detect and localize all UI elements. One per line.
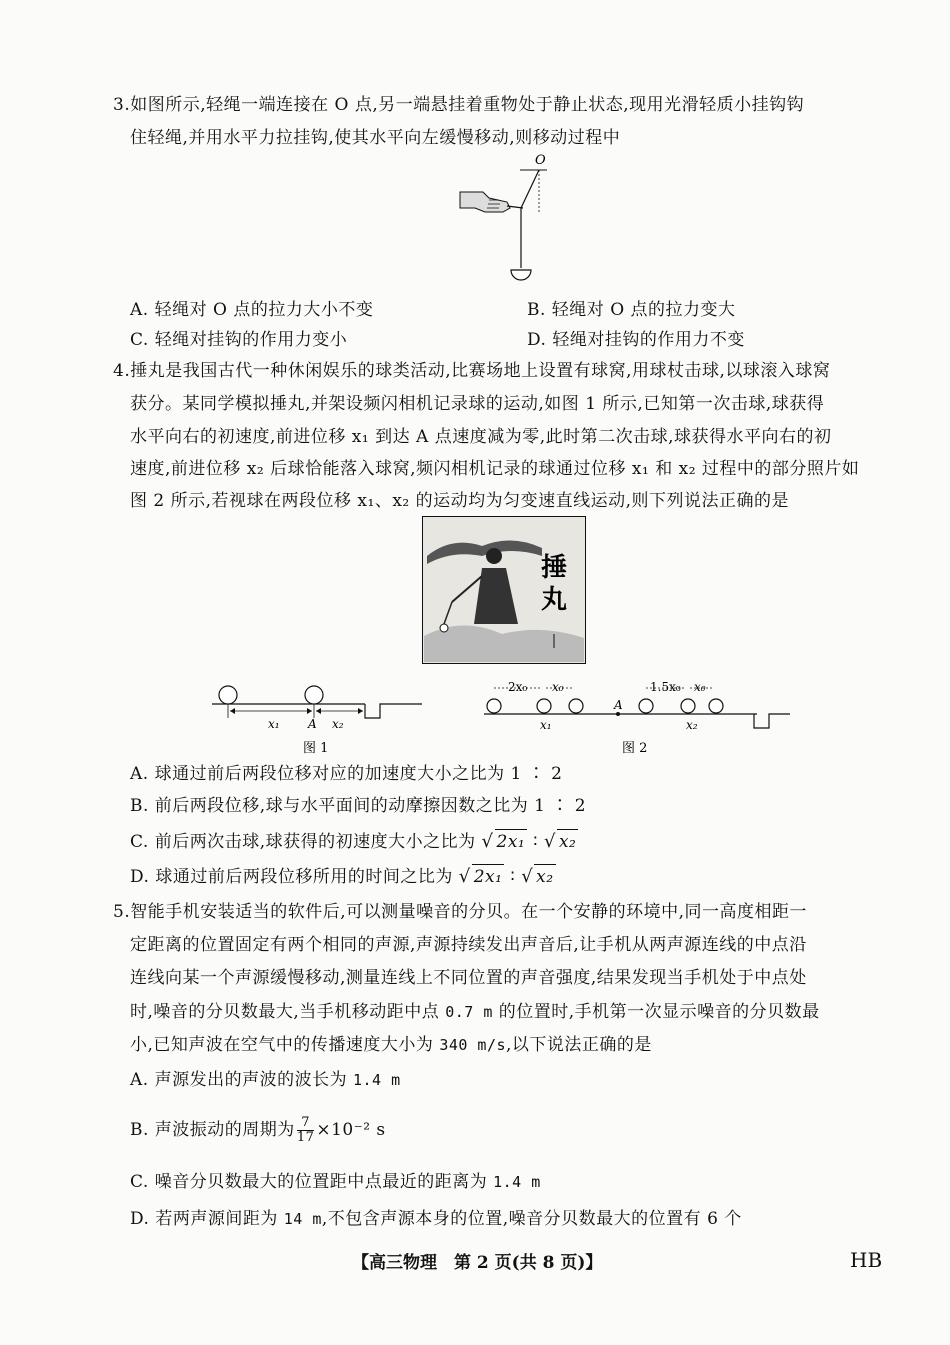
q5-option-a-value: 1.4 m xyxy=(353,1071,401,1089)
fig2-x1: x₁ xyxy=(540,718,552,732)
q5-line4c: 的位置时,手机第一次显示噪音的分贝数最 xyxy=(492,1002,820,1022)
ball-f2-3 xyxy=(569,699,583,713)
weight-icon xyxy=(511,270,531,280)
q5-distance: 0.7 m xyxy=(445,1003,493,1021)
q5-option-d-suffix: ,不包含声源本身的位置,噪音分贝数最大的位置有 6 个 xyxy=(321,1209,742,1229)
ball-f2-1 xyxy=(487,699,501,713)
figure-1 xyxy=(210,684,425,756)
q5-line2: 定距离的位置固定有两个相同的声源,声源持续发出声音后,让手机从两声源连线的中点沿 xyxy=(130,935,807,955)
point-a xyxy=(616,712,620,716)
fig2-x2: x₂ xyxy=(686,718,698,732)
footer-code: HB xyxy=(850,1248,883,1272)
q4-line2: 获分。某同学模拟捶丸,并架设频闪相机记录球的运动,如图 1 所示,已知第一次击球,球获得 xyxy=(130,394,825,414)
fig1-x2: x₂ xyxy=(332,717,344,731)
ball-icon xyxy=(440,624,448,632)
rope-upper xyxy=(521,170,539,208)
q5-option-a xyxy=(130,1068,401,1092)
fraction-numerator: 7 xyxy=(297,1116,315,1131)
q4-option-d-sep: ∶ xyxy=(504,867,522,887)
q4-option-c: C. 前后两次击球,球获得的初速度大小之比为 √ 2x₁ ∶ √ x₂ xyxy=(130,831,577,852)
fig1-a: A xyxy=(308,717,317,731)
q5-option-c-value: 1.4 m xyxy=(493,1173,541,1191)
fraction-denominator: 17 xyxy=(296,1130,315,1145)
q3-option-b: B. 轻绳对 O 点的拉力变大 xyxy=(527,300,736,320)
q3-line1: 3.如图所示,轻绳一端连接在 O 点,另一端悬挂着重物处于静止状态,现用光滑轻质小挂钩钩 xyxy=(113,95,805,115)
q4-option-d-prefix: D. 球通过前后两段位移所用的时间之比为 xyxy=(130,867,459,887)
figure-2 xyxy=(482,676,792,758)
q5-line4a: 时,噪音的分贝数最大,当手机移动距中点 xyxy=(130,1002,446,1022)
q5-line1: 5.智能手机安装适当的软件后,可以测量噪音的分贝。在一个安静的环境中,同一高度相距一 xyxy=(113,902,808,922)
q4-option-d-radicand-2: x₂ xyxy=(534,864,555,889)
q3-option-d: D. 轻绳对挂钩的作用力不变 xyxy=(527,330,745,350)
fig2-seg4: x₀ xyxy=(694,680,706,694)
q5-line5 xyxy=(130,1033,652,1057)
ball-f2-6 xyxy=(709,699,723,713)
q5-line4 xyxy=(130,1000,820,1024)
hole-icon xyxy=(365,704,422,718)
q5-option-b xyxy=(130,1116,386,1145)
q5-option-c-prefix: C. 噪音分贝数最大的位置距中点最近的距离为 xyxy=(130,1172,494,1192)
q4-option-c-prefix: C. 前后两次击球,球获得的初速度大小之比为 xyxy=(130,832,482,852)
q5-option-d-prefix: D. 若两声源间距为 xyxy=(130,1209,284,1229)
q4-option-c-radicand-2: x₂ xyxy=(557,829,578,854)
picture-title-1: 捶 xyxy=(541,553,568,583)
q5-option-b-suffix: ×10⁻² s xyxy=(316,1120,386,1140)
q4-option-b: B. 前后两段位移,球与水平面间的动摩擦因数之比为 1 ∶ 2 xyxy=(130,796,587,816)
q4-line3: 水平向右的初速度,前进位移 x₁ 到达 A 点速度减为零,此时第二次击球,球获得水平向右的初 xyxy=(130,427,832,447)
fig1-x1: x₁ xyxy=(268,717,280,731)
q5-line3: 连线向某一个声源缓慢移动,测量连线上不同位置的声音强度,结果发现当手机处于中点处 xyxy=(130,968,807,988)
q4-line5: 图 2 所示,若视球在两段位移 x₁、x₂ 的运动均为匀变速直线运动,则下列说法正确的是 xyxy=(130,491,790,511)
fig2-seg3: 1.5x₀ xyxy=(650,680,681,694)
ball-at-a xyxy=(305,686,323,704)
ball-f2-4 xyxy=(639,699,653,713)
q4-option-d: D. 球通过前后两段位移所用的时间之比为 √ 2x₁ ∶ √ x₂ xyxy=(130,866,554,887)
hole-icon-2 xyxy=(754,714,790,728)
q5-option-c xyxy=(130,1170,541,1194)
hand-icon xyxy=(460,192,523,212)
ball-f2-2 xyxy=(537,699,551,713)
q4-option-d-radicand-1: 2x₁ xyxy=(472,864,505,889)
q5-line5a: 小,已知声波在空气中的传播速度大小为 xyxy=(130,1035,440,1055)
q4-line1: 4.捶丸是我国古代一种休闲娱乐的球类活动,比赛场地上设置有球窝,用球杖击球,以球滚入球窝 xyxy=(113,361,831,381)
q4-option-a: A. 球通过前后两段位移对应的加速度大小之比为 1 ∶ 2 xyxy=(130,764,563,784)
fig2-a: A xyxy=(614,698,623,712)
q3-line2: 住轻绳,并用水平力拉挂钩,使其水平向左缓慢移动,则移动过程中 xyxy=(130,128,621,148)
page-footer: 【高三物理 第 2 页(共 8 页)】 xyxy=(352,1253,603,1273)
q5-option-b-fraction xyxy=(297,1116,315,1145)
q4-option-c-sep: ∶ xyxy=(527,832,544,852)
q4-line4: 速度,前进位移 x₂ 后球恰能落入球窝,频闪相机记录的球通过位移 x₁ 和 x₂ 过程中的部分照片如 xyxy=(130,459,860,479)
ball-f2-5 xyxy=(681,699,695,713)
q3-option-a: A. 轻绳对 O 点的拉力大小不变 xyxy=(130,300,374,320)
q5-line5c: ,以下说法正确的是 xyxy=(506,1035,652,1055)
chuiwan-picture xyxy=(422,516,586,664)
point-o-label: O xyxy=(535,153,546,168)
q5-option-a-prefix: A. 声源发出的声波的波长为 xyxy=(130,1070,353,1090)
fig1-caption: 图 1 xyxy=(303,741,329,756)
q3-figure xyxy=(455,150,565,292)
q5-speed: 340 m/s xyxy=(439,1036,507,1054)
ball-start xyxy=(219,686,237,704)
q4-option-c-radicand-1: 2x₁ xyxy=(495,829,528,854)
fig2-seg1: 2x₀ xyxy=(508,680,528,694)
q5-option-d xyxy=(130,1207,742,1231)
picture-title-2: 丸 xyxy=(541,585,568,615)
fig2-caption: 图 2 xyxy=(622,741,648,756)
q5-option-b-prefix: B. 声波振动的周期为 xyxy=(130,1120,295,1140)
q5-option-d-value: 14 m xyxy=(283,1210,322,1228)
q3-option-c: C. 轻绳对挂钩的作用力变小 xyxy=(130,330,348,350)
fig2-seg2: x₀ xyxy=(552,680,564,694)
